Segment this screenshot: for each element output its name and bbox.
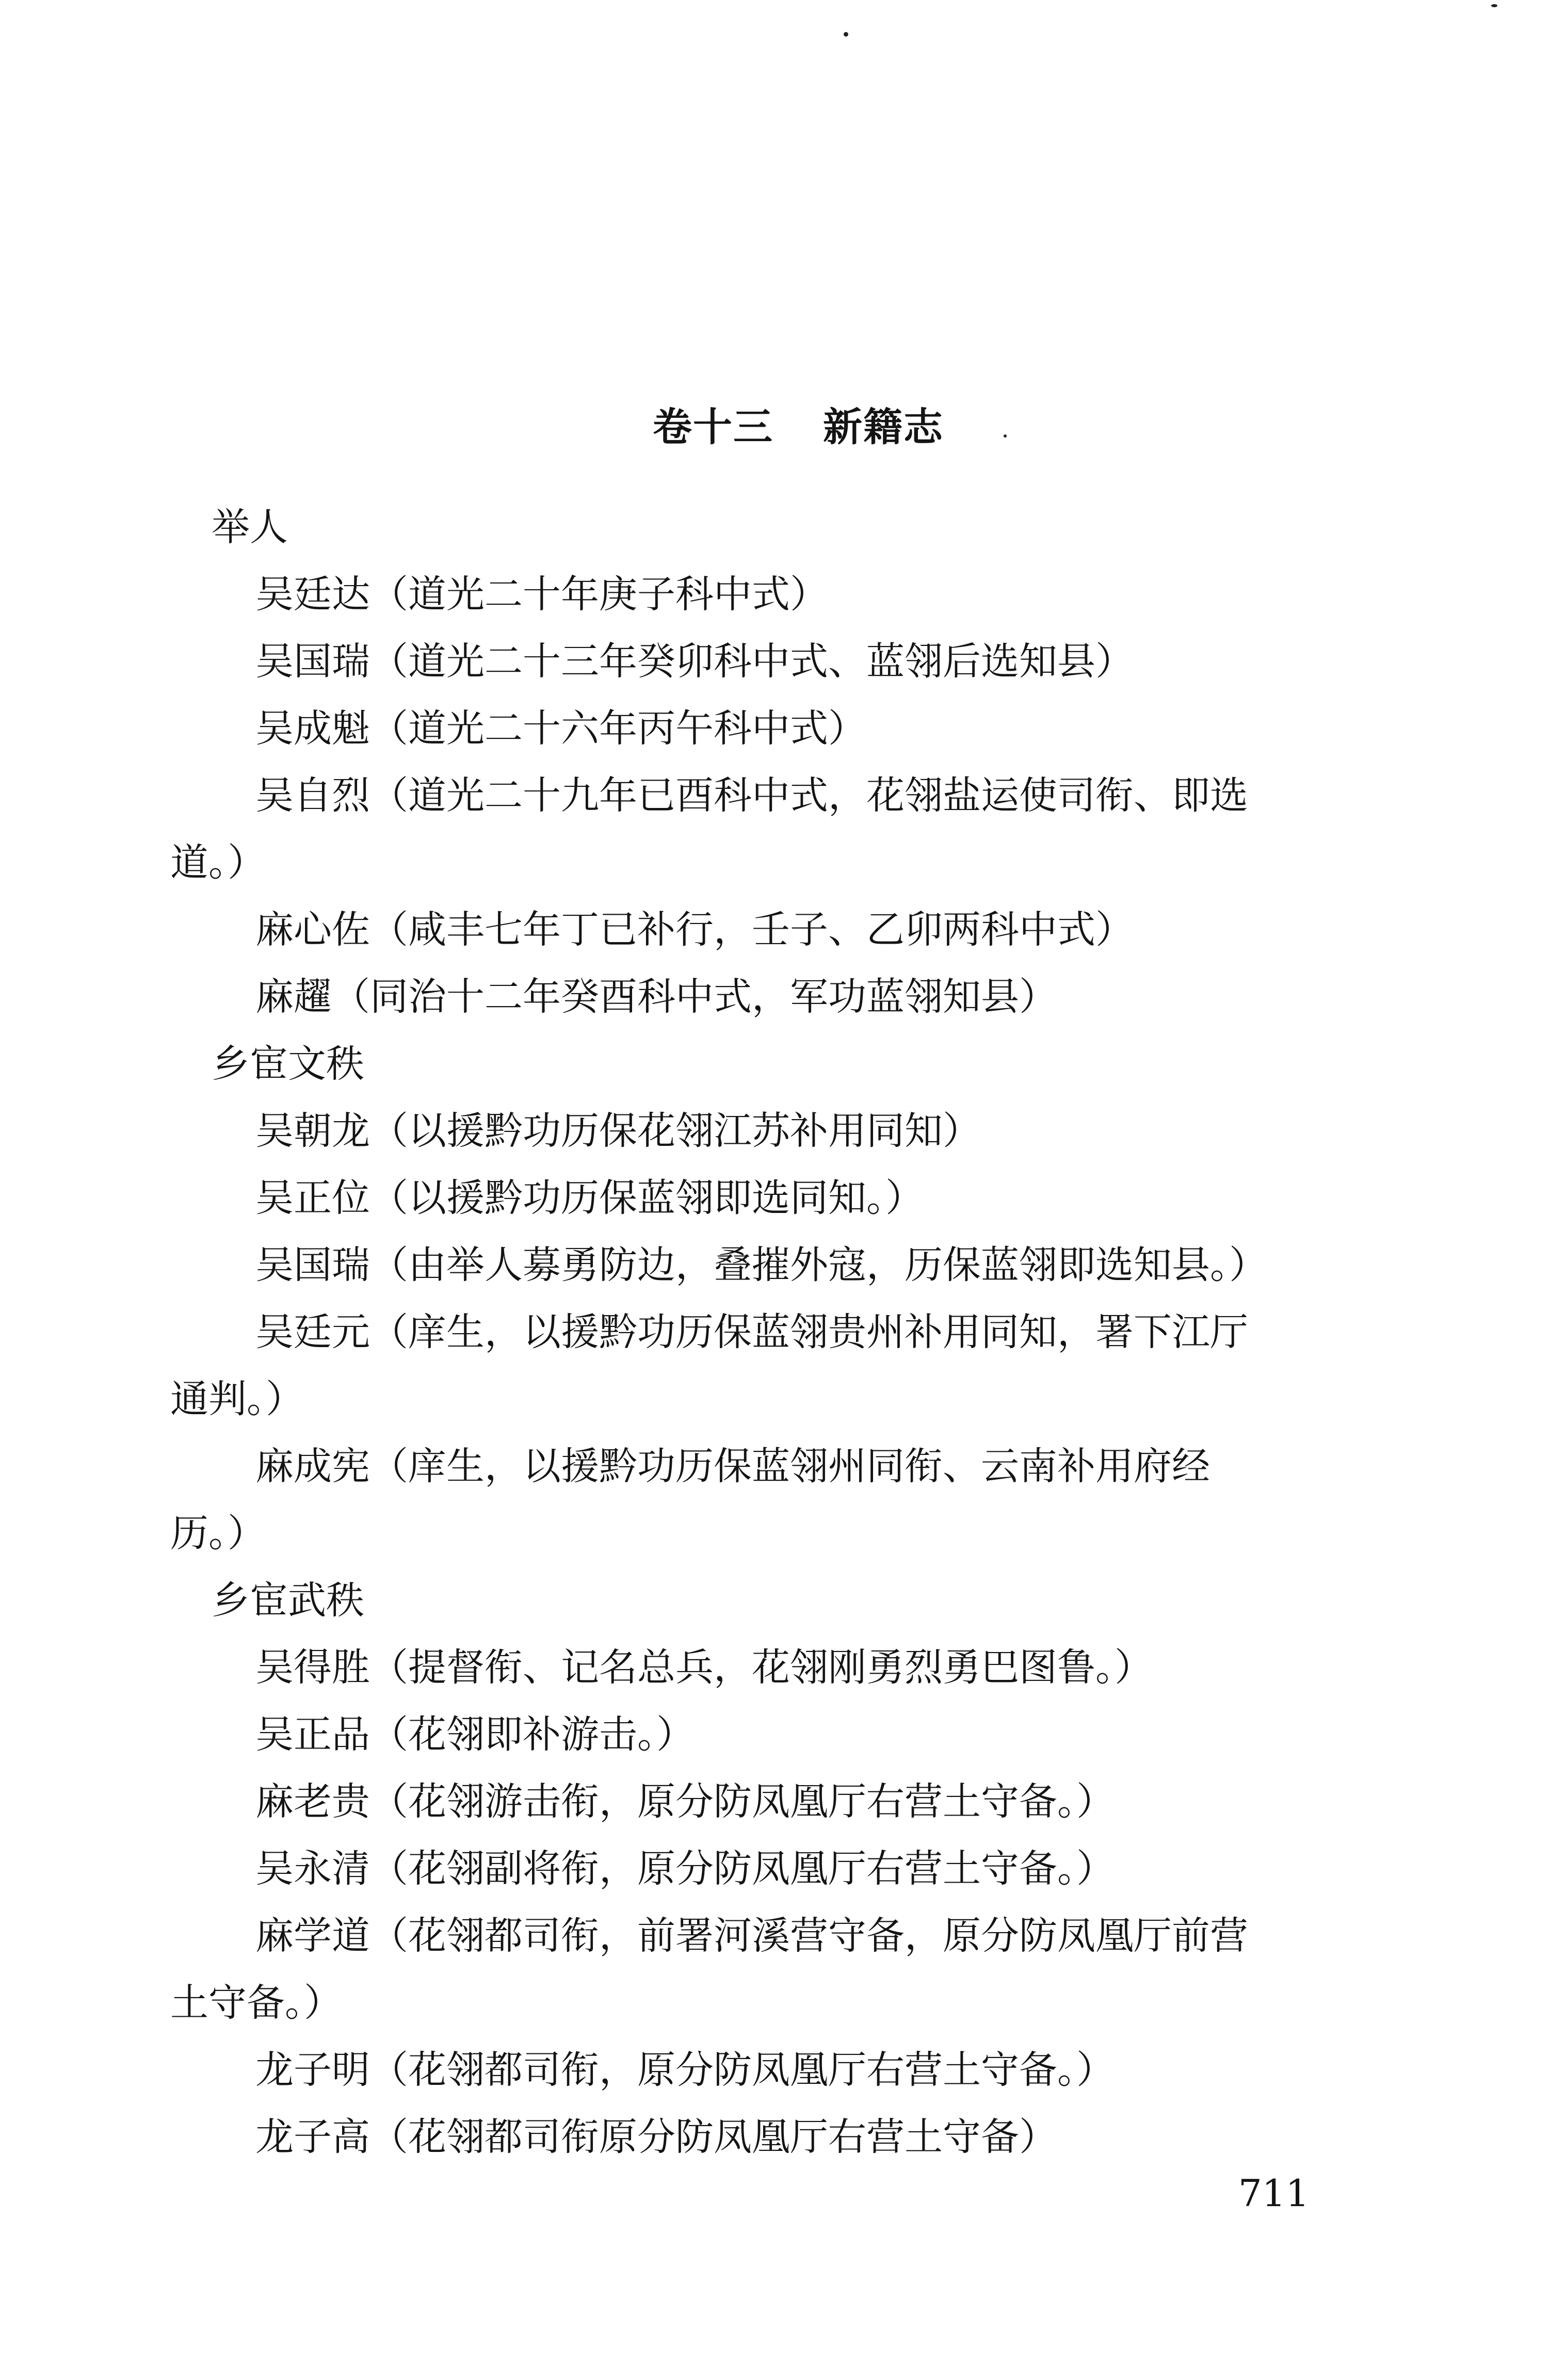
entry-line: 吴正品（花翎即补游击。） [255,1712,695,1757]
section-heading-civil-officials: 乡宦文秩 [212,1042,364,1086]
entry-line: 吴国瑞（道光二十三年癸卯科中式、蓝翎后选知县） [255,639,1134,684]
entry-continuation-line: 通判。） [170,1377,304,1421]
volume-label: 卷十三 [653,404,773,450]
entry-line: 吴自烈（道光二十九年已酉科中式，花翎盐运使司衔、即选 [255,773,1248,818]
entry-line: 麻心佐（咸丰七年丁已补行，壬子、乙卯两科中式） [255,908,1134,952]
entry-line: 麻成宪（庠生，以援黔功历保蓝翎州同衔、云南补用府经 [255,1444,1210,1488]
entry-continuation-line: 土守备。） [170,1981,342,2025]
entry-line: 麻学道（花翎都司衔，前署河溪营守备，原分防凤凰厅前营 [255,1914,1248,1958]
entry-line: 吴正位（以援黔功历保蓝翎即选同知。） [255,1176,924,1220]
entry-continuation-line: 历。） [170,1511,266,1556]
entry-line: 麻趯（同治十二年癸酉科中式，军功蓝翎知县） [255,975,1057,1019]
chapter-name: 新籍志 [823,404,944,450]
entry-line: 吴永清（花翎副将衔，原分防凤凰厅右营土守备。） [255,1847,1115,1891]
entry-line: 吴朝龙（以援黔功历保花翎江苏补用同知） [255,1109,981,1153]
entry-line: 吴得胜（提督衔、记名总兵，花翎刚勇烈勇巴图鲁。） [255,1645,1153,1690]
entry-line: 麻老贵（花翎游击衔，原分防凤凰厅右营土守备。） [255,1779,1115,1824]
entry-line: 吴国瑞（由举人募勇防边，叠摧外寇，历保蓝翎即选知县。） [255,1243,1267,1287]
section-heading-military-officials: 乡宦武秩 [212,1578,364,1623]
page-number: 711 [1238,2172,1310,2215]
entry-line: 吴廷元（庠生，以援黔功历保蓝翎贵州补用同知，署下江厅 [255,1310,1248,1354]
scan-speck [844,32,848,37]
section-heading-juren: 举人 [212,505,288,549]
entry-line: 龙子高（花翎都司衔原分防凤凰厅右营土守备） [255,2115,1057,2159]
entry-continuation-line: 道。） [170,840,266,885]
scan-speck [1491,4,1497,7]
entry-line: 吴廷达（道光二十年庚子科中式） [255,572,828,617]
entry-line: 吴成魁（道光二十六年丙午科中式） [255,706,866,751]
scan-speck [1004,434,1007,438]
entry-line: 龙子明（花翎都司衔，原分防凤凰厅右营土守备。） [255,2048,1115,2092]
chapter-title [653,404,944,450]
